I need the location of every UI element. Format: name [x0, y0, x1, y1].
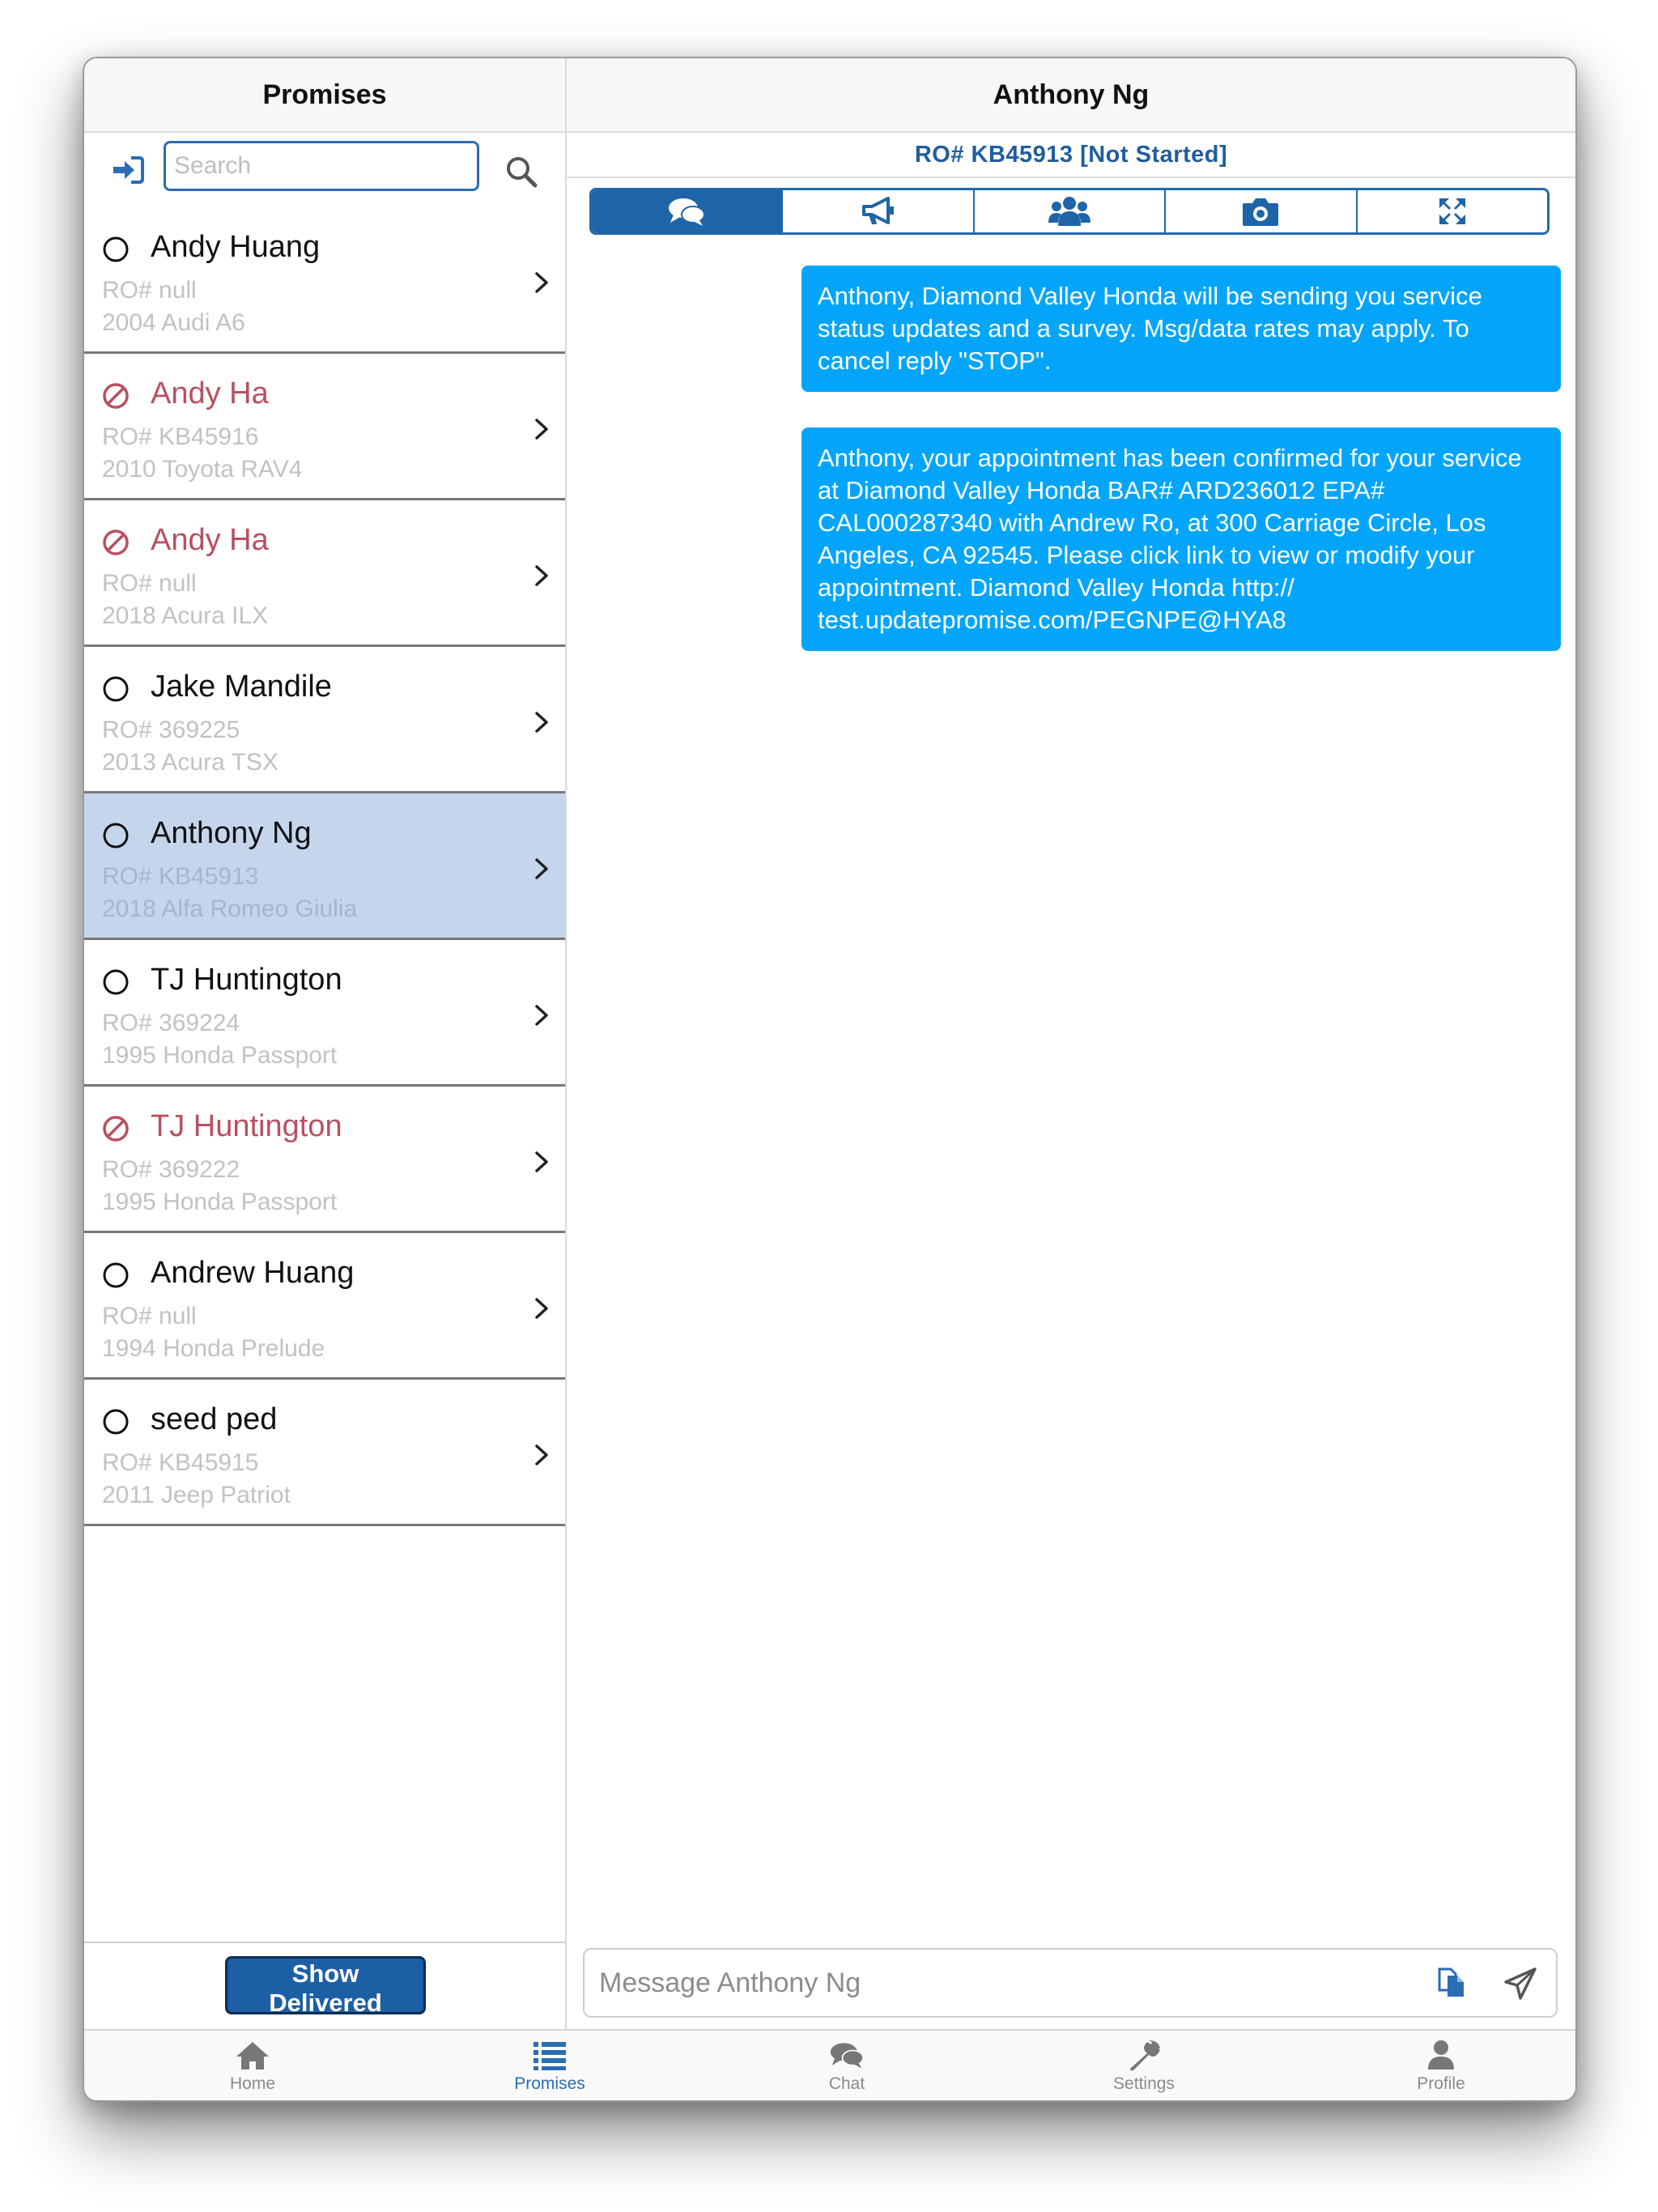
open-status-icon — [102, 1408, 130, 1436]
promises-footer — [84, 1942, 565, 2031]
chevron-right-icon — [533, 1150, 551, 1174]
chevron-right-icon — [533, 710, 551, 734]
vehicle-info: 2018 Acura ILX — [102, 602, 269, 629]
tab-label: Profile — [1417, 2074, 1465, 2093]
user-icon — [1423, 2039, 1459, 2071]
message-bubble: Anthony, Diamond Valley Honda will be sending you service status updates and a survey. Msg/data rates may apply. To cancel reply "STOP". — [801, 266, 1561, 392]
chevron-right-icon — [533, 564, 551, 588]
promise-row[interactable] — [84, 354, 565, 500]
chevron-right-icon — [533, 270, 551, 295]
tab-bar — [84, 2029, 1575, 2102]
customer-name: Andy Huang — [151, 230, 321, 264]
chat-icon — [829, 2039, 865, 2071]
chat-bubbles-icon — [667, 195, 706, 228]
segment-expand[interactable] — [1356, 190, 1547, 232]
wrench-icon — [1126, 2039, 1162, 2071]
cancelled-status-icon — [102, 382, 130, 410]
vehicle-info: 2018 Alfa Romeo Giulia — [102, 895, 358, 922]
group-icon — [1048, 195, 1090, 228]
ro-number: RO# KB45916 — [102, 423, 259, 450]
promises-header — [84, 58, 565, 133]
conversation-title: Anthony Ng — [993, 79, 1150, 110]
cancelled-status-icon — [102, 1115, 130, 1142]
customer-name: Jake Mandile — [151, 670, 332, 704]
customer-name: TJ Huntington — [151, 963, 342, 997]
vehicle-info: 2013 Acura TSX — [102, 749, 278, 776]
ro-number: RO# 369222 — [102, 1156, 240, 1183]
search-icon[interactable] — [505, 155, 538, 188]
conversation-header — [567, 58, 1575, 133]
tab-settings[interactable] — [1055, 2031, 1233, 2102]
customer-name: seed ped — [151, 1402, 278, 1436]
ro-number: RO# null — [102, 570, 197, 597]
promise-row[interactable] — [84, 500, 565, 647]
ro-number: RO# 369224 — [102, 1010, 240, 1036]
expand-icon — [1436, 195, 1469, 228]
promise-row[interactable] — [84, 207, 565, 354]
tab-home[interactable] — [164, 2031, 342, 2102]
ro-status-bar — [567, 133, 1575, 178]
promises-pane — [84, 58, 567, 2029]
segment-announcements[interactable] — [781, 190, 972, 232]
vehicle-info: 1995 Honda Passport — [102, 1042, 338, 1069]
conversation-pane — [567, 58, 1575, 2029]
customer-name: Anthony Ng — [151, 816, 312, 850]
tab-profile[interactable] — [1352, 2031, 1530, 2102]
promise-row[interactable] — [84, 647, 565, 793]
ro-number: RO# null — [102, 1303, 197, 1329]
send-icon[interactable] — [1504, 1967, 1537, 2000]
open-status-icon — [102, 968, 130, 996]
promise-row[interactable] — [84, 1233, 565, 1380]
promise-row[interactable] — [84, 940, 565, 1087]
show-delivered-button[interactable]: Show Delivered — [225, 1956, 426, 2014]
segmented-control — [589, 188, 1550, 235]
promise-row[interactable] — [84, 1087, 565, 1233]
customer-name: Andy Ha — [151, 376, 269, 410]
tab-chat[interactable] — [758, 2031, 936, 2102]
sign-in-icon[interactable] — [112, 155, 144, 185]
chevron-right-icon — [533, 1443, 551, 1467]
customer-name: Andrew Huang — [151, 1256, 355, 1290]
tab-promises[interactable] — [461, 2031, 639, 2102]
ro-number: RO# KB45915 — [102, 1449, 259, 1476]
search-bar — [84, 133, 565, 209]
open-status-icon — [102, 1261, 130, 1289]
open-status-icon — [102, 822, 130, 849]
camera-icon — [1241, 195, 1280, 228]
open-status-icon — [102, 236, 130, 263]
home-icon — [235, 2039, 270, 2071]
tab-label: Chat — [828, 2074, 865, 2093]
ro-status-text: RO# KB45913 [Not Started] — [914, 141, 1228, 168]
megaphone-icon — [861, 195, 896, 228]
tab-label: Promises — [514, 2074, 585, 2093]
tab-label: Home — [229, 2074, 276, 2093]
chevron-right-icon — [533, 417, 551, 441]
vehicle-info: 1995 Honda Passport — [102, 1189, 338, 1215]
segment-group[interactable] — [973, 190, 1164, 232]
promise-list — [84, 207, 565, 1526]
list-icon — [532, 2039, 568, 2071]
chevron-right-icon — [533, 1296, 551, 1321]
chevron-right-icon — [533, 1003, 551, 1027]
chevron-right-icon — [533, 857, 551, 881]
tab-label: Settings — [1113, 2074, 1175, 2093]
ro-number: RO# 369225 — [102, 717, 240, 743]
documents-icon[interactable] — [1436, 1966, 1467, 1998]
message-bubble: Anthony, your appointment has been confirmed for your service at Diamond Valley Honda BAR# ARD236012 EPA# CAL000287340 with Andrew Ro, at 300 Carriage Circle, Los Angeles, CA 92545. Please click link to view or modify your appointment. Diamond Valley Honda http:// test.updatepromise.com/PEGNPE@HYA8 — [801, 428, 1561, 651]
vehicle-info: 2010 Toyota RAV4 — [102, 456, 303, 483]
cancelled-status-icon — [102, 529, 130, 556]
open-status-icon — [102, 675, 130, 703]
search-input[interactable] — [164, 141, 479, 191]
ro-number: RO# null — [102, 277, 197, 304]
promise-row[interactable] — [84, 1380, 565, 1526]
vehicle-info: 1994 Honda Prelude — [102, 1335, 325, 1362]
segment-chat[interactable] — [592, 190, 781, 232]
message-composer — [583, 1948, 1558, 2018]
message-input[interactable] — [588, 1953, 1420, 2013]
segment-camera[interactable] — [1164, 190, 1355, 232]
promises-title: Promises — [262, 79, 387, 110]
customer-name: Andy Ha — [151, 523, 269, 557]
vehicle-info: 2004 Audi A6 — [102, 309, 245, 336]
customer-name: TJ Huntington — [151, 1109, 342, 1143]
promise-row[interactable] — [84, 793, 565, 940]
ipad-frame — [83, 57, 1577, 2102]
ro-number: RO# KB45913 — [102, 863, 259, 890]
vehicle-info: 2011 Jeep Patriot — [102, 1482, 291, 1508]
